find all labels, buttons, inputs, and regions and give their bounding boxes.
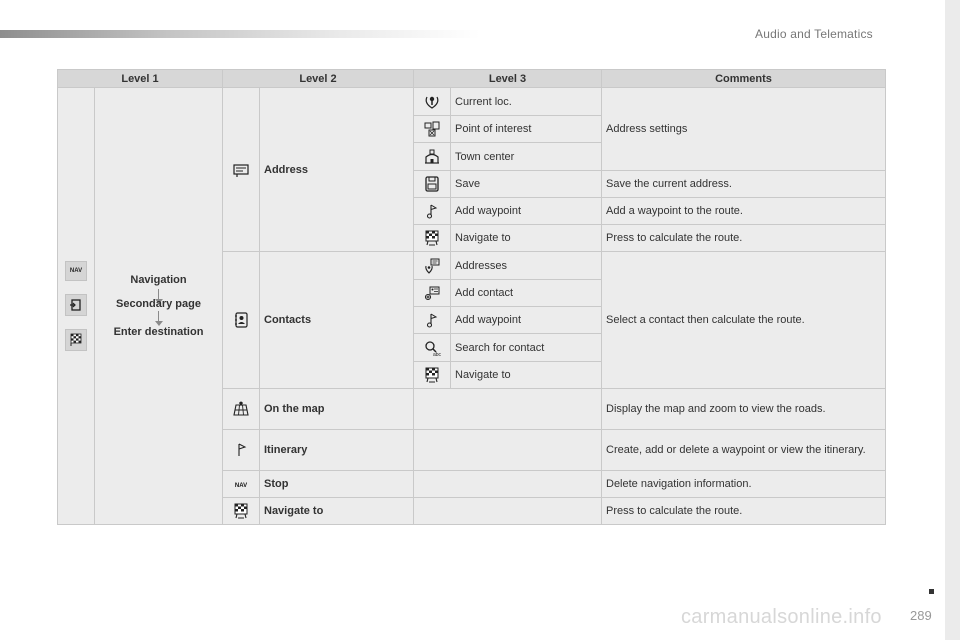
navigation-menu-table xyxy=(57,69,886,525)
address-icon-cell xyxy=(223,88,260,252)
level1-icons-cell xyxy=(58,88,95,525)
watermark: carmanualsonline.info xyxy=(681,606,882,628)
contacts-icon-cell xyxy=(223,252,260,389)
page-end-marker xyxy=(929,589,934,594)
nav-badge-icon: NAV xyxy=(65,261,87,281)
location-pin-icon xyxy=(422,92,442,112)
level3-icon-cell xyxy=(414,334,451,362)
level2-icon-cell xyxy=(223,471,260,498)
addresses-icon xyxy=(422,256,442,276)
empty-level3 xyxy=(414,471,602,498)
comment-address-settings: Address settings xyxy=(602,88,886,171)
add-contact-icon xyxy=(422,283,442,303)
header-gradient-bar xyxy=(0,30,480,38)
comment-save: Save the current address. xyxy=(602,171,886,198)
level3-item: Add waypoint xyxy=(451,198,602,225)
comment-itinerary: Create, add or delete a waypoint or view the itinerary. xyxy=(602,430,886,471)
level3-item: Add waypoint xyxy=(451,307,602,334)
header-comments: Comments xyxy=(602,70,886,88)
level3-item: Navigate to xyxy=(451,225,602,252)
checkered-flag-icon xyxy=(65,329,87,351)
section-title: Audio and Telematics xyxy=(755,27,873,41)
level2-on-the-map: On the map xyxy=(260,389,414,430)
comment-navigate-to: Press to calculate the route. xyxy=(602,225,886,252)
level3-icon-cell xyxy=(414,307,451,334)
level2-icon-cell xyxy=(223,498,260,525)
header-level1: Level 1 xyxy=(58,70,223,88)
poi-icon xyxy=(422,119,442,139)
level1-text-cell xyxy=(95,88,223,525)
comment-add-waypoint: Add a waypoint to the route. xyxy=(602,198,886,225)
level2-address: Address xyxy=(260,88,414,252)
level3-icon-cell xyxy=(414,252,451,280)
table-row xyxy=(58,88,886,116)
header-level3: Level 3 xyxy=(414,70,602,88)
level3-item: Add contact xyxy=(451,280,602,307)
level3-icon-cell xyxy=(414,88,451,116)
level2-icon-cell xyxy=(223,389,260,430)
level2-stop: Stop xyxy=(260,471,414,498)
level2-contacts: Contacts xyxy=(260,252,414,389)
level3-icon-cell xyxy=(414,280,451,307)
level3-item: Current loc. xyxy=(451,88,602,116)
level3-item: Point of interest xyxy=(451,116,602,143)
svg-text:abc: abc xyxy=(433,351,442,358)
checkered-flag-icon xyxy=(231,501,251,521)
level3-icon-cell xyxy=(414,362,451,389)
comment-on-the-map: Display the map and zoom to view the roads. xyxy=(602,389,886,430)
town-center-icon xyxy=(422,147,442,167)
level2-navigate-to: Navigate to xyxy=(260,498,414,525)
level3-item: Navigate to xyxy=(451,362,602,389)
map-icon xyxy=(231,399,251,419)
waypoint-flag-icon xyxy=(422,201,442,221)
level1-secondary-page: Secondary page xyxy=(116,298,201,310)
comment-stop: Delete navigation information. xyxy=(602,471,886,498)
comment-contacts: Select a contact then calculate the route. xyxy=(602,252,886,389)
level3-item: Save xyxy=(451,171,602,198)
save-disk-icon xyxy=(422,174,442,194)
table-header-row xyxy=(58,70,886,88)
level3-icon-cell xyxy=(414,116,451,143)
contacts-icon xyxy=(231,310,251,330)
level3-item: Search for contact xyxy=(451,334,602,362)
nav-stop-icon: NAV xyxy=(234,483,248,489)
itinerary-flag-icon xyxy=(231,440,251,460)
level3-item: Town center xyxy=(451,143,602,171)
level2-itinerary: Itinerary xyxy=(260,430,414,471)
level2-icon-cell xyxy=(223,430,260,471)
level3-icon-cell xyxy=(414,198,451,225)
search-contact-icon xyxy=(422,338,442,358)
page-number: 289 xyxy=(910,608,932,623)
checkered-flag-icon xyxy=(422,228,442,248)
checkered-flag-icon xyxy=(422,365,442,385)
comment-navigate-to-final: Press to calculate the route. xyxy=(602,498,886,525)
level1-navigation: Navigation xyxy=(130,274,187,286)
empty-level3 xyxy=(414,389,602,430)
level3-icon-cell xyxy=(414,225,451,252)
level3-icon-cell xyxy=(414,143,451,171)
level3-item: Addresses xyxy=(451,252,602,280)
empty-level3 xyxy=(414,498,602,525)
page-edge-strip xyxy=(945,0,960,640)
secondary-page-icon xyxy=(65,294,87,316)
header-level2: Level 2 xyxy=(223,70,414,88)
address-card-icon xyxy=(231,160,251,180)
waypoint-flag-icon xyxy=(422,310,442,330)
level1-enter-destination: Enter destination xyxy=(113,326,204,338)
level3-icon-cell xyxy=(414,171,451,198)
empty-level3 xyxy=(414,430,602,471)
